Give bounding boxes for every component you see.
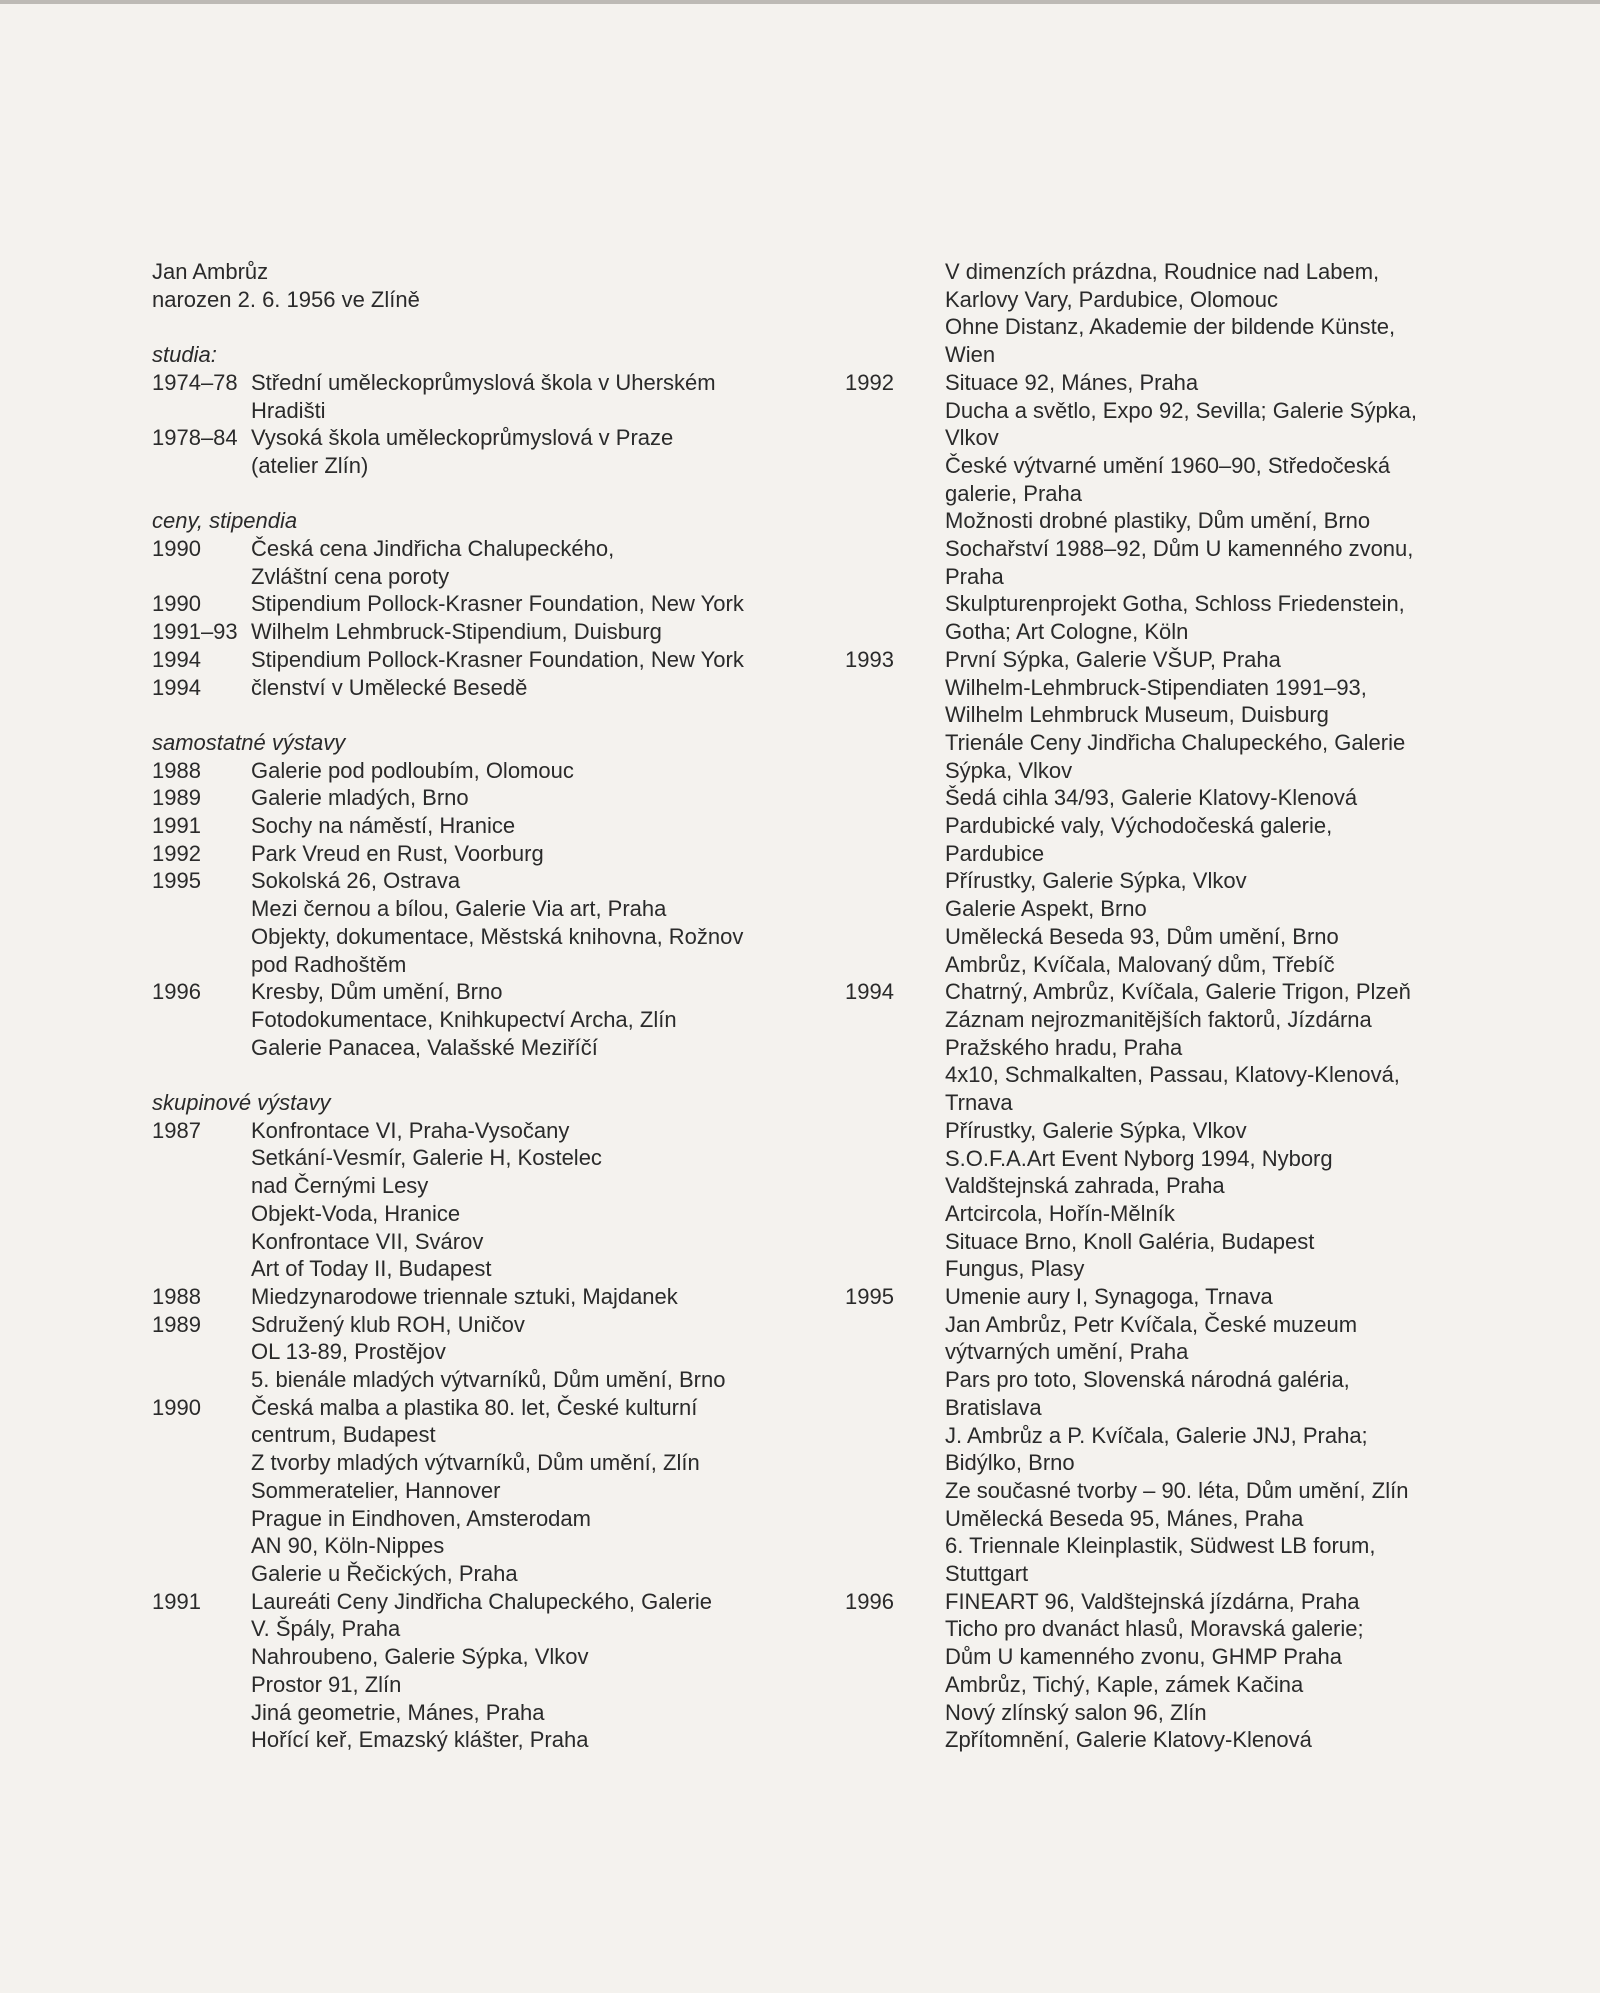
- entry-text: [251, 1311, 792, 1394]
- right-column: [845, 258, 1445, 1754]
- entry-year: 1988: [152, 757, 201, 783]
- entry-line: Ambrůz, Tichý, Kaple, zámek Kačina: [945, 1671, 1304, 1697]
- entry-line: Galerie mladých, Brno: [251, 785, 469, 811]
- entry-line: Jiná geometrie, Mánes, Praha: [251, 1699, 545, 1725]
- entry-row: [152, 618, 792, 646]
- entry-line: Pars pro toto, Slovenská národná galéria,: [945, 1367, 1350, 1393]
- entry-line: Galerie Panacea, Valašské Meziříčí: [251, 1034, 598, 1060]
- entry-line: Přírustky, Galerie Sýpka, Vlkov: [945, 1117, 1247, 1143]
- entry-line: První Sýpka, Galerie VŠUP, Praha: [945, 646, 1281, 672]
- entry-row: [152, 646, 792, 674]
- entry-text: [945, 646, 1445, 978]
- section-spacer: [152, 1061, 792, 1089]
- entry-text: [945, 978, 1445, 1283]
- entry-row: [152, 590, 792, 618]
- entry-row: [152, 867, 792, 978]
- entry-row: [845, 1283, 1445, 1588]
- section-heading: studia:: [152, 342, 217, 368]
- entry-text: [251, 590, 792, 618]
- entry-line: Prague in Eindhoven, Amsterodam: [251, 1505, 591, 1531]
- entry-year: 1990: [152, 591, 201, 617]
- entry-line: Ticho pro dvanáct hlasů, Moravská galerie;: [945, 1616, 1364, 1642]
- entry-line: Fungus, Plasy: [945, 1256, 1085, 1282]
- entry-line: Fotodokumentace, Knihkupectví Archa, Zlín: [251, 1006, 677, 1032]
- entry-line: Pardubické valy, Východočeská galerie,: [945, 813, 1333, 839]
- section-spacer: [152, 313, 792, 341]
- entry-line: Objekt-Voda, Hranice: [251, 1200, 461, 1226]
- entry-text: [251, 618, 792, 646]
- entry-line: Nahroubeno, Galerie Sýpka, Vlkov: [251, 1644, 589, 1670]
- entry-text: [251, 369, 792, 424]
- entry-line: Zpřítomnění, Galerie Klatovy-Klenová: [945, 1727, 1312, 1753]
- entry-year: 1990: [152, 536, 201, 561]
- entry-row: [152, 978, 792, 1061]
- entry-line: OL 13-89, Prostějov: [251, 1339, 446, 1365]
- entry-line: Galerie u Řečických, Praha: [251, 1560, 518, 1586]
- entry-text: [945, 258, 1445, 369]
- entry-text: [251, 1117, 792, 1283]
- entry-year: 1991: [152, 813, 201, 839]
- entry-line: Ducha a světlo, Expo 92, Sevilla; Galerie Sýpka,: [945, 397, 1418, 423]
- entry-line: Zvláštní cena poroty: [251, 563, 450, 589]
- entry-row: [152, 757, 792, 785]
- entry-line: Sokolská 26, Ostrava: [251, 868, 461, 894]
- entry-text: [251, 1283, 792, 1311]
- entry-line: V. Špály, Praha: [251, 1616, 401, 1642]
- entry-year: 1992: [152, 840, 201, 866]
- entry-line: Sommeratelier, Hannover: [251, 1477, 501, 1503]
- entry-text: [251, 1394, 792, 1588]
- entry-line: Konfrontace VII, Svárov: [251, 1228, 484, 1254]
- entry-line: Hradišti: [251, 397, 326, 423]
- entry-line: J. Ambrůz a P. Kvíčala, Galerie JNJ, Praha;: [945, 1422, 1368, 1448]
- entry-line: Trienále Ceny Jindřicha Chalupeckého, Galerie: [945, 729, 1406, 755]
- entry-line: Objekty, dokumentace, Městská knihovna, Rožnov: [251, 923, 744, 949]
- entry-text: [251, 757, 792, 785]
- entry-line: Pražského hradu, Praha: [945, 1034, 1183, 1060]
- entry-line: galerie, Praha: [945, 480, 1082, 506]
- entry-line: Česká malba a plastika 80. let, České kulturní: [251, 1394, 698, 1420]
- entry-line: 6. Triennale Kleinplastik, Südwest LB forum,: [945, 1533, 1376, 1559]
- section-spacer: [152, 701, 792, 729]
- entry-year: 1995: [845, 1284, 894, 1310]
- entry-line: Mezi černou a bílou, Galerie Via art, Praha: [251, 896, 667, 922]
- entry-line: Galerie Aspekt, Brno: [945, 896, 1147, 922]
- entry-row: [152, 812, 792, 840]
- entry-row: [845, 978, 1445, 1283]
- entry-line: Skulpturenprojekt Gotha, Schloss Friedenstein,: [945, 591, 1405, 617]
- entry-year: 1992: [845, 369, 894, 395]
- entry-line: Ze současné tvorby – 90. léta, Dům umění, Zlín: [945, 1477, 1409, 1503]
- entry-line: Nový zlínský salon 96, Zlín: [945, 1699, 1207, 1725]
- entry-line: Česká cena Jindřicha Chalupeckého,: [251, 536, 615, 561]
- entry-row: [152, 535, 792, 590]
- entry-line: Umělecká Beseda 93, Dům umění, Brno: [945, 923, 1339, 949]
- entry-line: Vysoká škola uměleckoprůmyslová v Praze: [251, 425, 674, 451]
- entry-row: [152, 674, 792, 702]
- entry-text: [251, 978, 792, 1061]
- entry-year: 1989: [152, 785, 201, 811]
- entry-line: Sdružený klub ROH, Uničov: [251, 1311, 525, 1337]
- entry-year: 1990: [152, 1394, 201, 1420]
- entry-text: [251, 867, 792, 978]
- entry-line: V dimenzích prázdna, Roudnice nad Labem,: [945, 259, 1380, 284]
- entry-line: Sýpka, Vlkov: [945, 757, 1073, 783]
- entry-text: [251, 1588, 792, 1754]
- entry-line: Stipendium Pollock-Krasner Foundation, New York: [251, 591, 744, 617]
- entry-year: [845, 258, 945, 369]
- entry-row: [845, 646, 1445, 978]
- entry-row: [152, 424, 792, 479]
- entry-line: Laureáti Ceny Jindřicha Chalupeckého, Galerie: [251, 1588, 713, 1614]
- entry-line: Miedzynarodowe triennale sztuki, Majdanek: [251, 1283, 678, 1309]
- entry-line: členství v Umělecké Besedě: [251, 674, 528, 700]
- entry-line: nad Černými Lesy: [251, 1173, 429, 1199]
- entry-line: Park Vreud en Rust, Voorburg: [251, 840, 544, 866]
- entry-line: Prostor 91, Zlín: [251, 1671, 402, 1697]
- entry-line: Situace Brno, Knoll Galéria, Budapest: [945, 1228, 1315, 1254]
- entry-line: Umělecká Beseda 95, Mánes, Praha: [945, 1505, 1304, 1531]
- left-column: [152, 258, 792, 1754]
- section-spacer: [152, 480, 792, 508]
- entry-line: Sochy na náměstí, Hranice: [251, 813, 516, 839]
- entry-line: Trnava: [945, 1090, 1013, 1116]
- entry-line: 4x10, Schmalkalten, Passau, Klatovy-Klenová,: [945, 1062, 1400, 1088]
- entry-line: Stipendium Pollock-Krasner Foundation, New York: [251, 646, 744, 672]
- entry-year: 1988: [152, 1283, 201, 1309]
- scan-edge: [0, 0, 1600, 4]
- entry-line: Kresby, Dům umění, Brno: [251, 979, 503, 1005]
- artist-name: Jan Ambrůz: [152, 259, 269, 284]
- entry-line: Šedá cihla 34/93, Galerie Klatovy-Klenová: [945, 785, 1358, 811]
- entry-year: 1994: [152, 674, 201, 700]
- entry-line: Z tvorby mladých výtvarníků, Dům umění, Zlín: [251, 1450, 700, 1476]
- section-heading: ceny, stipendia: [152, 508, 298, 534]
- entry-line: Art of Today II, Budapest: [251, 1256, 492, 1282]
- entry-line: Galerie pod podloubím, Olomouc: [251, 757, 574, 783]
- entry-line: Umenie aury I, Synagoga, Trnava: [945, 1284, 1273, 1310]
- entry-line: Stuttgart: [945, 1561, 1029, 1587]
- entry-line: Dům U kamenného zvonu, GHMP Praha: [945, 1644, 1342, 1670]
- entry-row: [152, 1588, 792, 1754]
- entry-year: 1994: [152, 646, 201, 672]
- entry-line: Vlkov: [945, 425, 999, 451]
- entry-line: Střední uměleckoprůmyslová škola v Uherském: [251, 369, 716, 395]
- entry-text: [251, 784, 792, 812]
- entry-line: výtvarných umění, Praha: [945, 1339, 1189, 1365]
- entry-text: [251, 535, 792, 590]
- entry-row: [845, 1588, 1445, 1754]
- entry-year: 1995: [152, 868, 201, 894]
- entry-line: Jan Ambrůz, Petr Kvíčala, České muzeum: [945, 1311, 1358, 1337]
- entry-row: [152, 784, 792, 812]
- entry-text: [251, 840, 792, 868]
- entry-year: 1991: [152, 1588, 201, 1614]
- section-heading: samostatné výstavy: [152, 729, 346, 755]
- entry-row: [845, 369, 1445, 646]
- entry-line: Valdštejnská zahrada, Praha: [945, 1173, 1225, 1199]
- entry-line: Wien: [945, 342, 996, 368]
- entry-line: Hořící keř, Emazský klášter, Praha: [251, 1727, 589, 1753]
- entry-year: 1989: [152, 1311, 201, 1337]
- entry-text: [251, 646, 792, 674]
- entry-line: Bratislava: [945, 1394, 1042, 1420]
- entry-line: Wilhelm-Lehmbruck-Stipendiaten 1991–93,: [945, 674, 1367, 700]
- entry-year: 1974–78: [152, 369, 238, 395]
- entry-row: [152, 1117, 792, 1283]
- entry-year: 1978–84: [152, 425, 238, 451]
- entry-row: [845, 258, 1445, 369]
- entry-year: 1996: [152, 979, 201, 1005]
- entry-line: 5. bienále mladých výtvarníků, Dům umění, Brno: [251, 1367, 726, 1393]
- entry-line: FINEART 96, Valdštejnská jízdárna, Praha: [945, 1588, 1360, 1614]
- entry-text: [251, 424, 792, 479]
- entry-text: [945, 369, 1445, 646]
- entry-row: [152, 1311, 792, 1394]
- entry-line: Ohne Distanz, Akademie der bildende Künste,: [945, 314, 1396, 340]
- entry-row: [152, 369, 792, 424]
- entry-text: [251, 674, 792, 702]
- section-heading: skupinové výstavy: [152, 1090, 331, 1116]
- entry-row: [152, 840, 792, 868]
- entry-text: [251, 812, 792, 840]
- entry-text: [945, 1283, 1445, 1588]
- entry-line: Sochařství 1988–92, Dům U kamenného zvonu,: [945, 536, 1414, 562]
- entry-line: Artcircola, Hořín-Mělník: [945, 1200, 1175, 1226]
- entry-year: 1994: [845, 979, 894, 1005]
- birth-info: narozen 2. 6. 1956 ve Zlíně: [152, 286, 420, 312]
- entry-line: Setkání-Vesmír, Galerie H, Kostelec: [251, 1145, 602, 1171]
- entry-line: Wilhelm Lehmbruck-Stipendium, Duisburg: [251, 619, 662, 645]
- entry-line: Wilhelm Lehmbruck Museum, Duisburg: [945, 702, 1329, 728]
- entry-year: 1991–93: [152, 619, 238, 645]
- entry-line: Chatrný, Ambrůz, Kvíčala, Galerie Trigon, Plzeň: [945, 979, 1411, 1005]
- entry-line: Bidýlko, Brno: [945, 1450, 1075, 1476]
- entry-line: Karlovy Vary, Pardubice, Olomouc: [945, 286, 1278, 312]
- entry-line: Praha: [945, 563, 1004, 589]
- entry-line: Gotha; Art Cologne, Köln: [945, 619, 1189, 645]
- entry-line: pod Radhoštěm: [251, 951, 407, 977]
- entry-line: Konfrontace VI, Praha-Vysočany: [251, 1117, 570, 1143]
- entry-row: [152, 1283, 792, 1311]
- entry-line: Možnosti drobné plastiky, Dům umění, Brno: [945, 508, 1371, 534]
- entry-line: České výtvarné umění 1960–90, Středočeská: [945, 452, 1391, 478]
- entry-line: AN 90, Köln-Nippes: [251, 1533, 445, 1559]
- entry-year: 1993: [845, 646, 894, 672]
- entry-year: 1987: [152, 1117, 201, 1143]
- entry-year: 1996: [845, 1588, 894, 1614]
- entry-line: Záznam nejrozmanitějších faktorů, Jízdárna: [945, 1006, 1372, 1032]
- entry-line: Pardubice: [945, 840, 1045, 866]
- entry-line: Situace 92, Mánes, Praha: [945, 369, 1199, 395]
- entry-row: [152, 1394, 792, 1588]
- entry-line: Přírustky, Galerie Sýpka, Vlkov: [945, 868, 1247, 894]
- entry-line: S.O.F.A.Art Event Nyborg 1994, Nyborg: [945, 1145, 1333, 1171]
- entry-line: (atelier Zlín): [251, 452, 369, 478]
- entry-line: Ambrůz, Kvíčala, Malovaný dům, Třebíč: [945, 951, 1335, 977]
- entry-line: centrum, Budapest: [251, 1422, 436, 1448]
- entry-text: [945, 1588, 1445, 1754]
